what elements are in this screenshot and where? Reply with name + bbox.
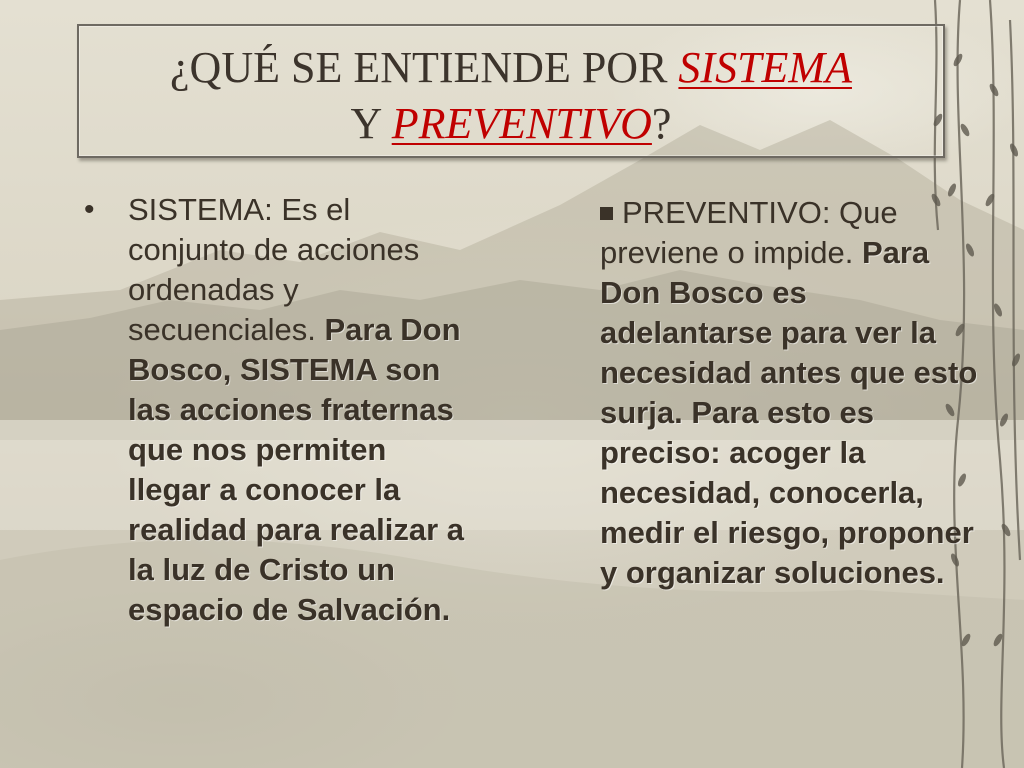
title-line-2 xyxy=(79,96,943,152)
square-bullet-icon xyxy=(600,207,613,220)
title-line-1 xyxy=(79,40,943,96)
bullet-icon: • xyxy=(84,193,95,226)
title-word-sistema: SISTEMA xyxy=(678,43,852,92)
preventivo-paragraph xyxy=(600,193,980,593)
title-prefix: ¿QUÉ SE ENTIENDE POR xyxy=(170,43,679,92)
preventivo-definition xyxy=(600,193,980,593)
title-suffix: ? xyxy=(651,99,672,148)
sistema-basic-definition: : Es el conjunto de acciones ordenadas y secuenciales. xyxy=(128,192,420,347)
sistema-term: SISTEMA xyxy=(128,192,265,227)
sistema-don-bosco-definition: Para Don Bosco, SISTEMA son las acciones fraternas que nos permiten llegar a conocer la realidad para realizar a la luz de Cristo un espacio de Salvación. xyxy=(128,312,465,627)
title-word-preventivo: PREVENTIVO xyxy=(391,99,652,148)
slide-title xyxy=(77,24,945,158)
preventivo-don-bosco-definition: Para Don Bosco es adelantarse para ver la necesidad antes que esto surja. Para esto es preciso: acoger la necesidad, conocerla, medir el riesgo, proponer y organizar soluciones. xyxy=(600,235,978,590)
preventivo-basic-definition: PREVENTIVO: Que previene o impide. xyxy=(600,195,898,270)
title-connector: Y xyxy=(350,99,392,148)
sistema-definition xyxy=(84,190,470,630)
sistema-paragraph xyxy=(128,190,470,630)
